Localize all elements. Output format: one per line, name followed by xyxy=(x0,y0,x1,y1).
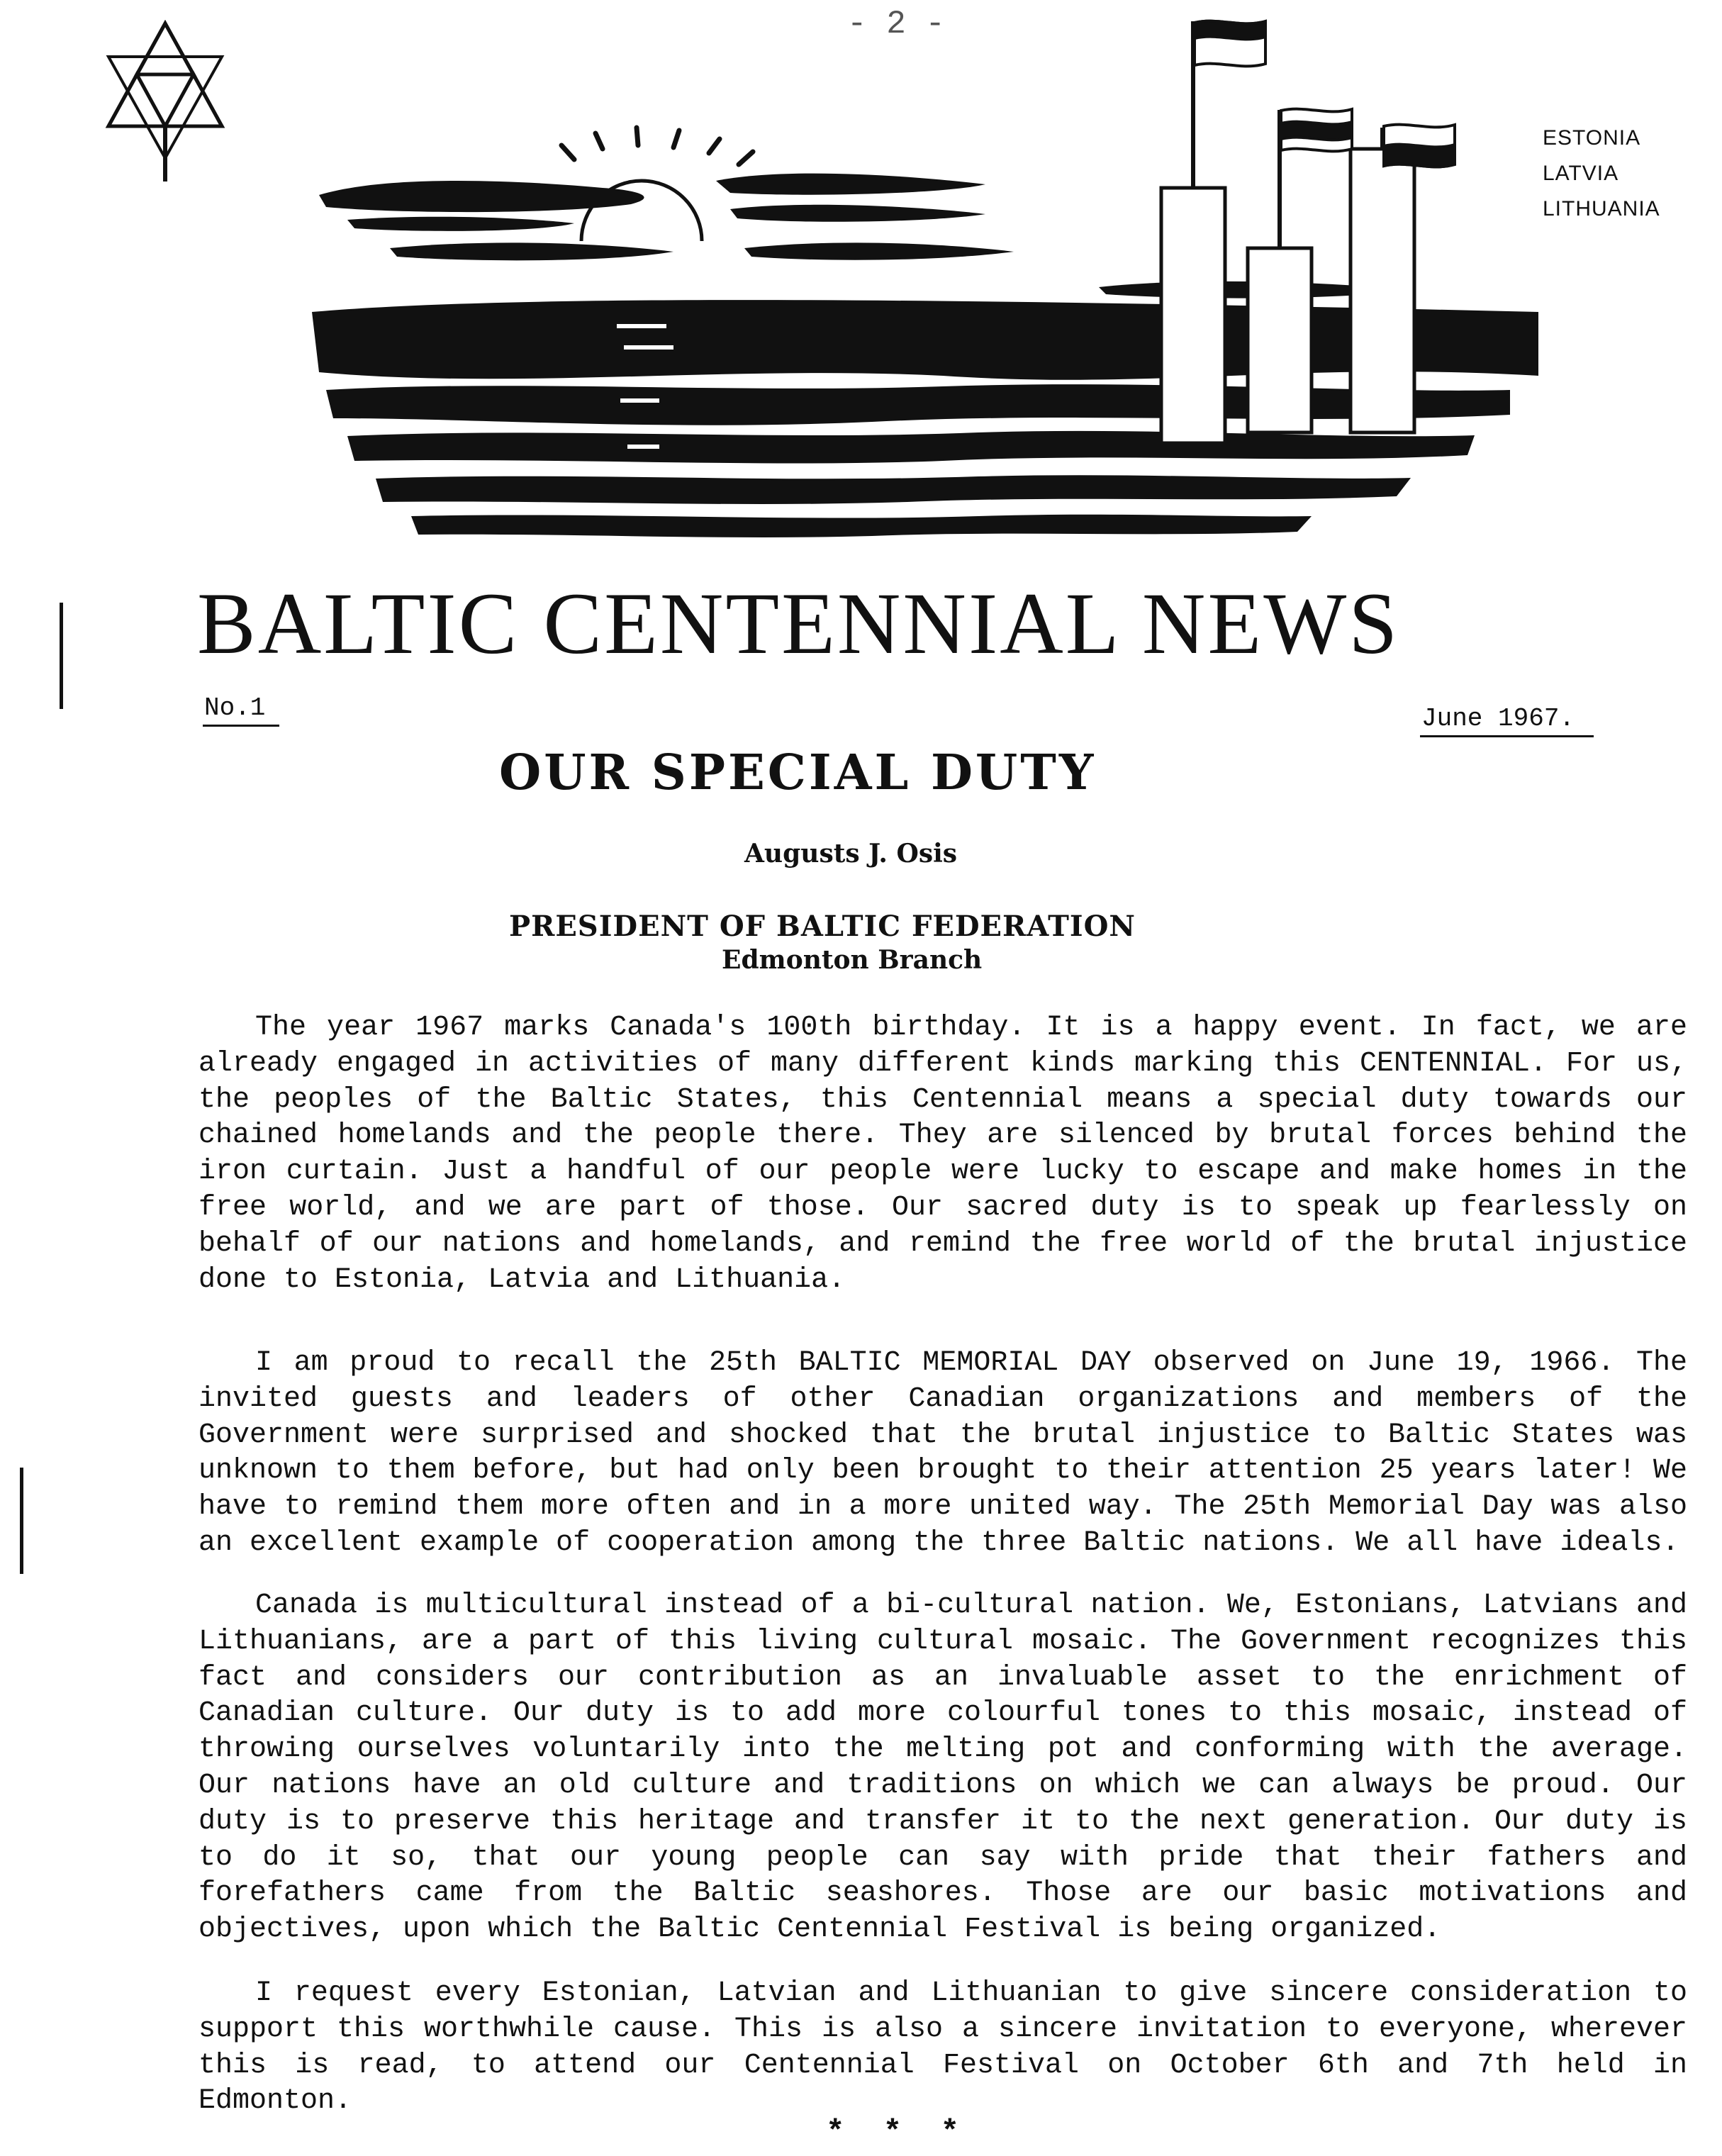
country-lithuania: LITHUANIA xyxy=(1543,197,1660,220)
issue-number-rule xyxy=(203,725,279,727)
article-paragraph-4: I request every Estonian, Latvian and Lithuanian to give sincere consideration to support this worthwhile cause. This is also a sincere invitation to everyone, wherever this is read, to attend our Centennial Festival on October 6th and 7th held in Edmonton. xyxy=(199,1977,1687,2118)
page-number: - 2 - xyxy=(847,6,946,43)
article-paragraph-3: Canada is multicultural instead of a bi-cultural nation. We, Estonians, Latvians and Lithuanians, are a part of this living cultural mosaic. The Government recognizes this fact and considers our contribution as an invaluable asset to the enrichment of Canadian culture. Our duty is to add more colourful tones to this mosaic, instead of throwing ourselves voluntarily into the melting pot and conforming with the average. Our nations have an old culture and traditions on which we can always be proud. Our duty is to preserve this heritage and transfer it to the next generation. Our duty is to do it so, that our young people can say with pride that their fathers and forefathers came from the Baltic seashores. Those are our basic motivations and objectives, upon which the Baltic Centennial Festival is being organized. xyxy=(199,1590,1687,1946)
article-paragraph-1: The year 1967 marks Canada's 100th birthday. It is a happy event. In fact, we are already engaged in activities of many different kinds marking this CENTENNIAL. For us, the peoples of the Baltic States, this Centennial means a special duty towards our chained homelands and the people there. They are silenced by brutal forces behind the iron curtain. Just a handful of our people were lucky to escape and make homes in the free world, and we are part of those. Our sacred duty is to speak up fearlessly on behalf of our nations and homelands, and remind the free world of the brutal injustice done to Estonia, Latvia and Lithuania. xyxy=(199,1012,1687,1296)
masthead-title: BALTIC CENTENNIAL NEWS xyxy=(197,575,1400,672)
end-mark: * * * xyxy=(826,2115,970,2150)
article-headline: OUR SPECIAL DUTY xyxy=(499,744,1097,801)
country-estonia: ESTONIA xyxy=(1543,126,1641,150)
countries-list xyxy=(1543,121,1660,227)
article-paragraph-2: I am proud to recall the 25th BALTIC MEMORIAL DAY observed on June 19, 1966. The invited guests and leaders of other Canadian organizations and members of the Government were surprised and shocked that the brutal injustice to Baltic States was unknown to them before, but had only been brought to their attention 25 years later! We have to remind them more often and in a more united way. The 25th Memorial Day was also an excellent example of cooperation among the three Baltic nations. We all have ideals. xyxy=(199,1347,1687,1559)
author-role: PRESIDENT OF BALTIC FEDERATION xyxy=(509,910,1136,943)
centennial-emblem-icon xyxy=(91,20,240,183)
margin-mark-top xyxy=(60,603,63,709)
article-author: Augusts J. Osis xyxy=(744,839,958,868)
country-latvia: LATVIA xyxy=(1543,162,1619,185)
sea-sunset-flags-illustration xyxy=(305,7,1545,560)
issue-date: June 1967. xyxy=(1421,704,1575,733)
issue-date-rule xyxy=(1420,735,1594,737)
author-branch: Edmonton Branch xyxy=(722,945,983,975)
issue-number: No.1 xyxy=(204,693,266,722)
margin-mark-bottom xyxy=(20,1468,23,1574)
